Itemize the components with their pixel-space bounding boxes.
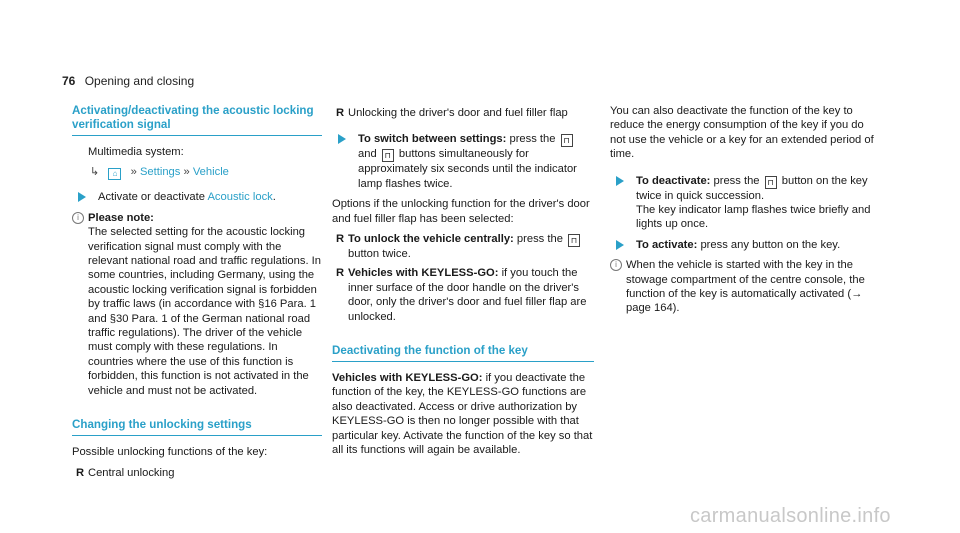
info-icon: i — [72, 212, 84, 224]
lock-button-icon: ⊓ — [765, 176, 777, 189]
possible-functions: Possible unlocking functions of the key: — [72, 446, 268, 459]
step-deactivate: To deactivate: press the ⊓ button on the key twice in quick succession. The key indicator lamp flashes twice briefly and lights up once. — [610, 174, 880, 232]
note-block — [72, 211, 322, 398]
menu-path — [72, 165, 322, 180]
list-item: R To unlock the vehicle centrally: press the ⊓ button twice. — [332, 232, 594, 261]
bullet-icon: R — [336, 233, 345, 246]
list-item: R Vehicles with KEYLESS-GO: if you touch the inner surface of the door handle on the driver's door, only the driver's door and fuel filler flap are unlocked. — [336, 267, 587, 323]
keyless-go-paragraph: Vehicles with KEYLESS-GO: if you deactivate the function of the key, the KEYLESS-GO functions are also deactivated. Access or drive authorization by KEYLESS-GO is then no longer possible with that particular key. Activate the function of the key so that all its functions will again be available. — [332, 372, 593, 457]
bullet-icon: R — [336, 267, 345, 280]
path-vehicle[interactable]: Vehicle — [192, 166, 229, 179]
step-activate: To activate: press any button on the key. — [610, 238, 880, 252]
path-settings[interactable]: Settings — [139, 166, 181, 179]
lock-button-icon: ⊓ — [382, 149, 394, 162]
note-text: When the vehicle is started with the key in the stowage compartment of the centre console, the function of the key is automatically activated (→ page 164). — [626, 259, 865, 315]
page-header — [62, 74, 194, 88]
bullet-icon: R — [76, 466, 85, 479]
note-text: The selected setting for the acoustic locking verification signal must comply with the relevant national road and traffic regulations. In some countries, including Germany, using the acoustic locking verification signal is forbidden by traffic laws (in accordance with §16 Para. 1 and §30 Para. 1 of the German national road traffic regulations). The driver of the vehicle must comply with these regulations. In countries where the use of this function is forbidden, this function is not activated in the vehicle and must not be activated. — [88, 226, 322, 397]
note-title: Please note: — [88, 211, 154, 224]
step-triangle-icon — [616, 240, 624, 250]
column-3 — [610, 104, 880, 322]
home-icon[interactable]: ⌂ — [108, 168, 121, 180]
bullet-icon: R — [336, 107, 345, 119]
page-number: 76 — [62, 74, 76, 88]
intro-text: You can also deactivate the function of the key to reduce the energy consumption of the key if you do not use the vehicle or a key for an extended period of time. — [610, 105, 874, 161]
chevron-right-icon: » — [183, 166, 190, 179]
step-triangle-icon — [338, 134, 346, 144]
return-arrow-icon: ↳ — [90, 166, 100, 179]
section-title: Opening and closing — [84, 74, 195, 88]
list-item: R Central unlocking — [76, 466, 175, 479]
list-item: R Unlocking the driver's door and fuel filler flap — [336, 107, 568, 119]
info-icon: i — [610, 259, 622, 271]
heading-acoustic-locking: Activating/deactivating the acoustic locking verification signal — [72, 104, 322, 136]
step-activate-acoustic-lock: Activate or deactivate Acoustic lock. — [72, 190, 322, 204]
column-2 — [332, 104, 594, 464]
options-text: Options if the unlocking function for the driver's door and fuel filler flap has been selected: — [332, 198, 590, 225]
unlock-button-icon: ⊓ — [568, 234, 580, 247]
acoustic-lock-link[interactable]: Acoustic lock — [207, 191, 273, 204]
watermark: carmanualsonline.info — [690, 505, 891, 527]
heading-deactivating-key: Deactivating the function of the key — [332, 344, 594, 362]
unlock-button-icon: ⊓ — [561, 134, 573, 147]
chevron-right-icon: » — [130, 166, 137, 179]
column-1 — [72, 104, 322, 485]
multimedia-label: Multimedia system: — [88, 146, 184, 158]
step-switch-settings: To switch between settings: press the ⊓ and ⊓ buttons simultaneously for approximately six seconds until the indicator lamp flashes twice. — [332, 132, 594, 191]
step-triangle-icon — [78, 192, 86, 202]
note-block — [610, 258, 880, 316]
step-triangle-icon — [616, 176, 624, 186]
heading-unlocking-settings: Changing the unlocking settings — [72, 418, 322, 436]
